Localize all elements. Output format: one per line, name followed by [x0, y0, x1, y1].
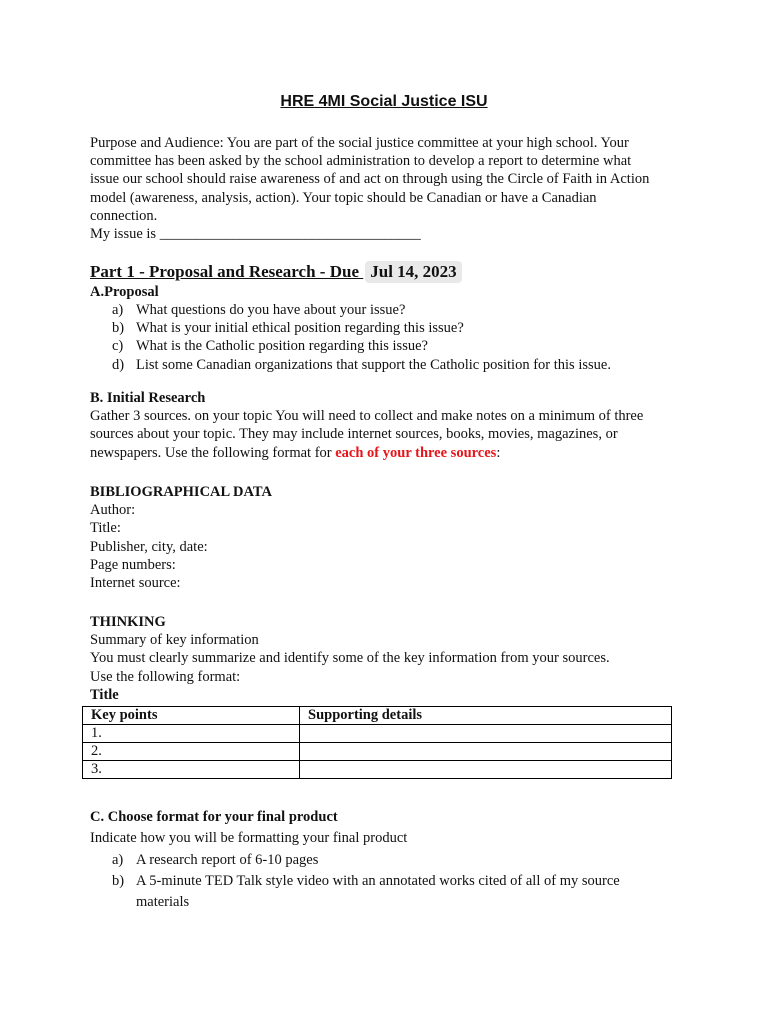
due-date-chip[interactable]: Jul 14, 2023 [365, 261, 461, 283]
list-item-text: A research report of 6-10 pages [136, 852, 319, 868]
list-marker: a) [112, 852, 124, 868]
list-item-text: What is the Catholic position regarding this issue? [136, 338, 428, 355]
thinking-heading: THINKING [90, 614, 166, 630]
list-item [112, 301, 672, 319]
research-line: Gather 3 sources. on your topic You will need to collect and make notes on a minimum of three [90, 408, 644, 425]
list-marker: b) [112, 873, 125, 889]
table-row [83, 761, 672, 779]
list-item-text: A 5-minute TED Talk style video with an annotated works cited of all of my source [136, 873, 620, 889]
thinking-line: Summary of key information [90, 632, 259, 649]
proposal-list [112, 301, 672, 374]
part1-heading-text: Part 1 - Proposal and Research - Due [90, 262, 364, 281]
highlighted-text: each of your three sources [335, 444, 497, 461]
format-section [90, 808, 680, 847]
table-cell: 1. [83, 725, 300, 743]
column-header: Supporting details [300, 707, 672, 725]
intro-line: committee has been asked by the school administration to develop a report to determine what [90, 153, 632, 170]
bibliography-section [90, 483, 680, 592]
research-line-suffix: : [496, 444, 501, 461]
bibliography-field: Title: [90, 520, 121, 537]
list-item-text: What is your initial ethical position regarding this issue? [136, 320, 464, 337]
table-cell: 3. [83, 761, 300, 779]
bibliography-field: Publisher, city, date: [90, 538, 208, 555]
table-cell [300, 743, 672, 761]
list-item-text: List some Canadian organizations that support the Catholic position for this issue. [136, 356, 611, 373]
table-title: Title [90, 686, 119, 703]
thinking-line: Use the following format: [90, 668, 241, 685]
list-item [112, 337, 672, 355]
page-title: HRE 4MI Social Justice ISU [280, 93, 488, 110]
research-section [90, 389, 680, 462]
list-item-text: What questions do you have about your issue? [136, 302, 406, 318]
table-cell: 2. [83, 743, 300, 761]
intro-line: model (awareness, analysis, action). Your topic should be Canadian or have a Canadian [90, 189, 597, 206]
bibliography-field: Author: [90, 502, 136, 519]
intro-paragraph [90, 134, 680, 243]
list-item-text: materials [136, 894, 190, 910]
my-issue-line: My issue is ____________________________________ [90, 226, 421, 243]
format-options-list [112, 850, 672, 913]
table-row [83, 743, 672, 761]
list-item [112, 871, 672, 892]
thinking-section [90, 613, 680, 704]
intro-line: issue our school should raise awareness of and act on through using the Circle of Faith in Action [90, 171, 650, 188]
intro-line: connection. [90, 207, 158, 224]
research-line: sources about your topic. They may include internet sources, books, movies, magazines, or [90, 426, 618, 443]
proposal-heading: A.Proposal [90, 284, 159, 300]
list-marker: a) [112, 302, 124, 318]
key-points-table [82, 706, 672, 779]
bibliography-field: Internet source: [90, 575, 181, 592]
list-marker: c) [112, 338, 124, 355]
bibliography-field: Page numbers: [90, 556, 176, 573]
thinking-line: You must clearly summarize and identify some of the key information from your sources. [90, 650, 610, 667]
format-intro: Indicate how you will be formatting your final product [90, 830, 408, 847]
list-marker: d) [112, 356, 125, 373]
list-item [112, 850, 672, 871]
research-heading: B. Initial Research [90, 390, 206, 406]
table-header-row [83, 707, 672, 725]
table-cell [300, 725, 672, 743]
part1-heading [90, 261, 462, 283]
list-marker: b) [112, 320, 125, 337]
format-heading: C. Choose format for your final product [90, 809, 338, 825]
table-cell [300, 761, 672, 779]
column-header: Key points [83, 707, 300, 725]
list-item [112, 356, 672, 374]
bibliography-heading: BIBLIOGRAPHICAL DATA [90, 484, 272, 500]
research-line-prefix: newspapers. Use the following format for [90, 444, 336, 461]
table-row [83, 725, 672, 743]
research-line [90, 444, 680, 462]
list-item [112, 319, 672, 337]
list-item-continuation [112, 892, 672, 913]
intro-line: Purpose and Audience: You are part of the social justice committee at your high school. Your [90, 135, 629, 151]
